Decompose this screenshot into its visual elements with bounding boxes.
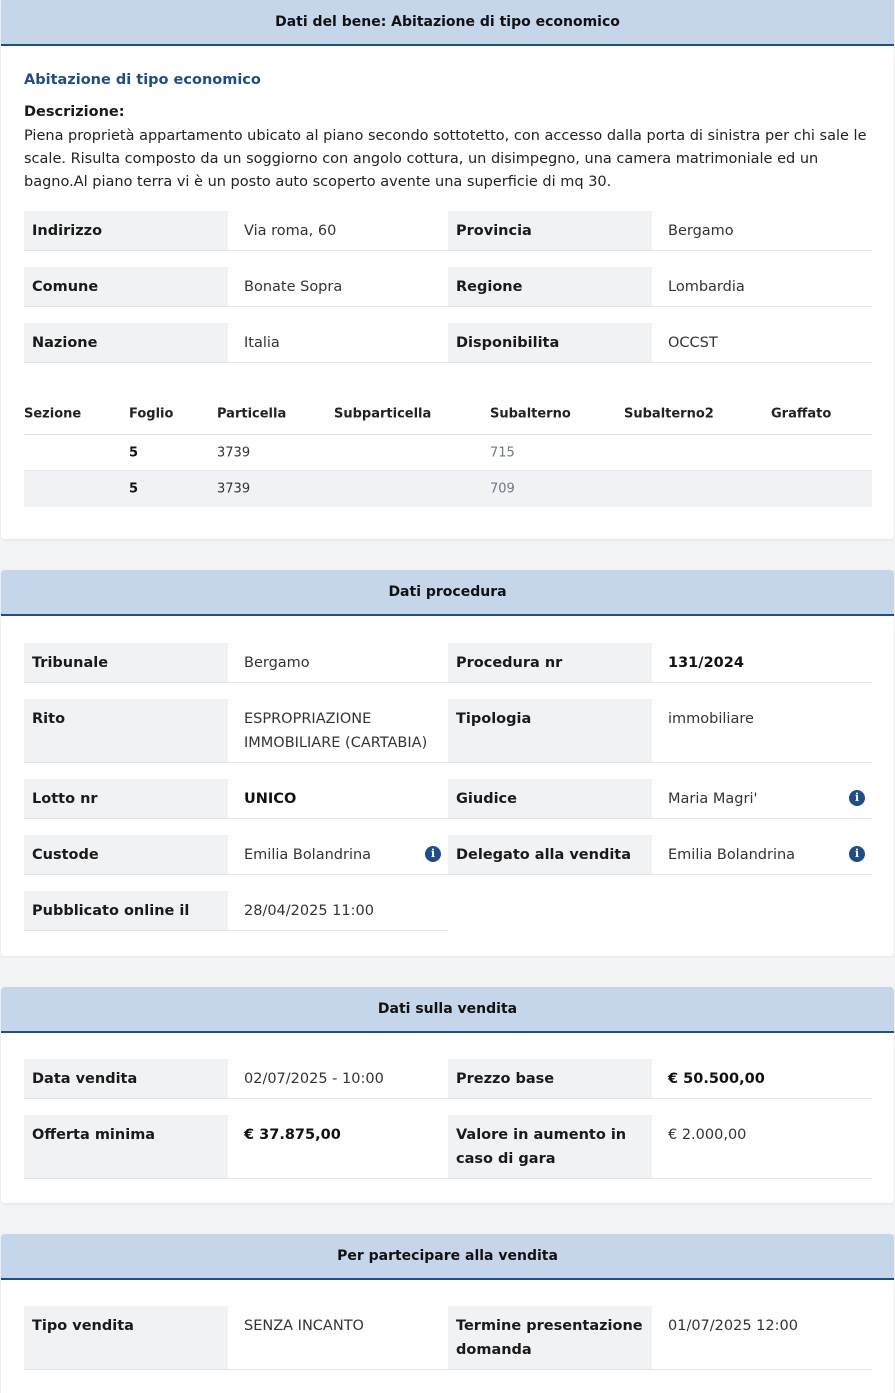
valore-aumento-label	[448, 1115, 652, 1178]
descrizione-label: Descrizione:	[24, 104, 125, 120]
delegato-name: Emilia Bolandrina	[668, 847, 796, 863]
giudice-name: Maria Magri'	[668, 791, 758, 807]
valore-aumento-label-line-1: Valore in aumento in	[456, 1127, 627, 1143]
row-tipo-vendita	[24, 1306, 448, 1370]
catasto-header-row	[24, 394, 872, 435]
tipo-vendita-label: Tipo vendita	[24, 1306, 228, 1369]
row-valore-aumento	[448, 1115, 872, 1179]
row-delegato	[448, 835, 872, 875]
row-giudice	[448, 779, 872, 819]
row-comune	[24, 267, 448, 307]
prezzo-base-label: Prezzo base	[448, 1059, 652, 1098]
col-subparticella: Subparticella	[334, 406, 432, 422]
card-header-dati-vendita: Dati sulla vendita	[1, 987, 894, 1033]
row-data-vendita	[24, 1059, 448, 1099]
info-icon[interactable]: i	[849, 790, 865, 806]
delegato-value	[652, 835, 872, 874]
nazione-label: Nazione	[24, 323, 228, 362]
row-termine-presentazione	[448, 1306, 872, 1370]
descrizione-text: Piena proprietà appartamento ubicato al piano secondo sottotetto, con accesso dalla porta di sinistra per chi sale le scale. Risulta composto da un soggiorno con angolo cottura, un disimpegno, una camera matrimoniale ed un bagno.Al piano terra vi è un posto auto scoperto avente una superficie di mq 30.	[24, 128, 867, 190]
col-subalterno2: Subalterno2	[624, 406, 714, 422]
prezzo-base-value: € 50.500,00	[668, 1071, 765, 1087]
valore-aumento-value: € 2.000,00	[668, 1127, 747, 1143]
offerta-minima-value: € 37.875,00	[244, 1127, 341, 1143]
row-disponibilita	[448, 323, 872, 363]
row-regione	[448, 267, 872, 307]
termine-label-line-1: Termine presentazione	[456, 1318, 643, 1334]
row-pubblicato	[24, 891, 448, 931]
row-provincia	[448, 211, 872, 251]
table-row	[24, 435, 872, 471]
termine-presentazione-value: 01/07/2025 12:00	[668, 1318, 798, 1334]
procedura-nr-label: Procedura nr	[448, 643, 652, 682]
row-rito	[24, 699, 448, 763]
row-lotto	[24, 779, 448, 819]
tribunale-value: Bergamo	[244, 655, 310, 671]
rito-value	[228, 699, 448, 762]
col-sezione: Sezione	[24, 406, 82, 422]
termine-label-line-2: domanda	[456, 1342, 532, 1358]
cell-subalterno: 715	[490, 445, 515, 460]
cell-foglio: 5	[129, 445, 139, 460]
disponibilita-label: Disponibilita	[448, 323, 652, 362]
table-row	[24, 471, 872, 507]
bene-subtitle: Abitazione di tipo economico	[24, 72, 261, 88]
row-tipologia	[448, 699, 872, 763]
tipologia-label: Tipologia	[448, 699, 652, 762]
card-dati-vendita	[1, 987, 894, 1203]
card-dati-procedura	[1, 570, 894, 956]
card-header-dati-bene: Dati del bene: Abitazione di tipo economico	[1, 0, 894, 46]
lotto-label: Lotto nr	[24, 779, 228, 818]
info-icon[interactable]: i	[425, 846, 441, 862]
row-offerta-minima	[24, 1115, 448, 1179]
card-header-partecipare: Per partecipare alla vendita	[1, 1234, 894, 1280]
offerta-minima-label: Offerta minima	[24, 1115, 228, 1178]
row-nazione	[24, 323, 448, 363]
nazione-value: Italia	[244, 335, 280, 351]
row-custode	[24, 835, 448, 875]
comune-label: Comune	[24, 267, 228, 306]
tipologia-value: immobiliare	[668, 711, 754, 727]
custode-name: Emilia Bolandrina	[244, 847, 372, 863]
col-particella: Particella	[217, 406, 287, 422]
giudice-value	[652, 779, 872, 818]
procedura-nr-value: 131/2024	[668, 655, 744, 671]
valore-aumento-label-line-2: caso di gara	[456, 1151, 556, 1167]
card-dati-bene	[1, 0, 894, 539]
pubblicato-label: Pubblicato online il	[24, 891, 228, 930]
cell-subalterno: 709	[490, 481, 515, 497]
comune-value: Bonate Sopra	[244, 279, 343, 295]
cell-particella: 3739	[217, 445, 251, 460]
delegato-label: Delegato alla vendita	[448, 835, 652, 874]
row-indirizzo	[24, 211, 448, 251]
info-icon[interactable]: i	[849, 846, 865, 862]
data-vendita-value: 02/07/2025 - 10:00	[244, 1071, 384, 1087]
tribunale-label: Tribunale	[24, 643, 228, 682]
termine-presentazione-label	[448, 1306, 652, 1369]
rito-line-2: IMMOBILIARE (CARTABIA)	[244, 735, 428, 751]
rito-label: Rito	[24, 699, 228, 762]
row-tribunale	[24, 643, 448, 683]
card-header-dati-procedura: Dati procedura	[1, 570, 894, 616]
regione-label: Regione	[448, 267, 652, 306]
disponibilita-value: OCCST	[668, 335, 718, 351]
row-prezzo-base	[448, 1059, 872, 1099]
custode-value	[228, 835, 448, 874]
cell-particella: 3739	[217, 481, 251, 497]
card-partecipare-vendita	[1, 1234, 894, 1393]
provincia-label: Provincia	[448, 211, 652, 250]
rito-line-1: ESPROPRIAZIONE	[244, 711, 372, 727]
giudice-label: Giudice	[448, 779, 652, 818]
indirizzo-label: Indirizzo	[24, 211, 228, 250]
pubblicato-value: 28/04/2025 11:00	[244, 903, 374, 919]
custode-label: Custode	[24, 835, 228, 874]
col-graffato: Graffato	[771, 406, 832, 422]
cell-foglio: 5	[129, 481, 139, 497]
col-subalterno: Subalterno	[490, 406, 571, 422]
data-vendita-label: Data vendita	[24, 1059, 228, 1098]
col-foglio: Foglio	[129, 406, 174, 422]
regione-value: Lombardia	[668, 279, 745, 295]
provincia-value: Bergamo	[668, 223, 734, 239]
tipo-vendita-value: SENZA INCANTO	[244, 1318, 364, 1334]
indirizzo-value: Via roma, 60	[244, 223, 337, 239]
row-procedura-nr	[448, 643, 872, 683]
catasto-table	[24, 394, 872, 507]
lotto-value: UNICO	[244, 791, 297, 807]
